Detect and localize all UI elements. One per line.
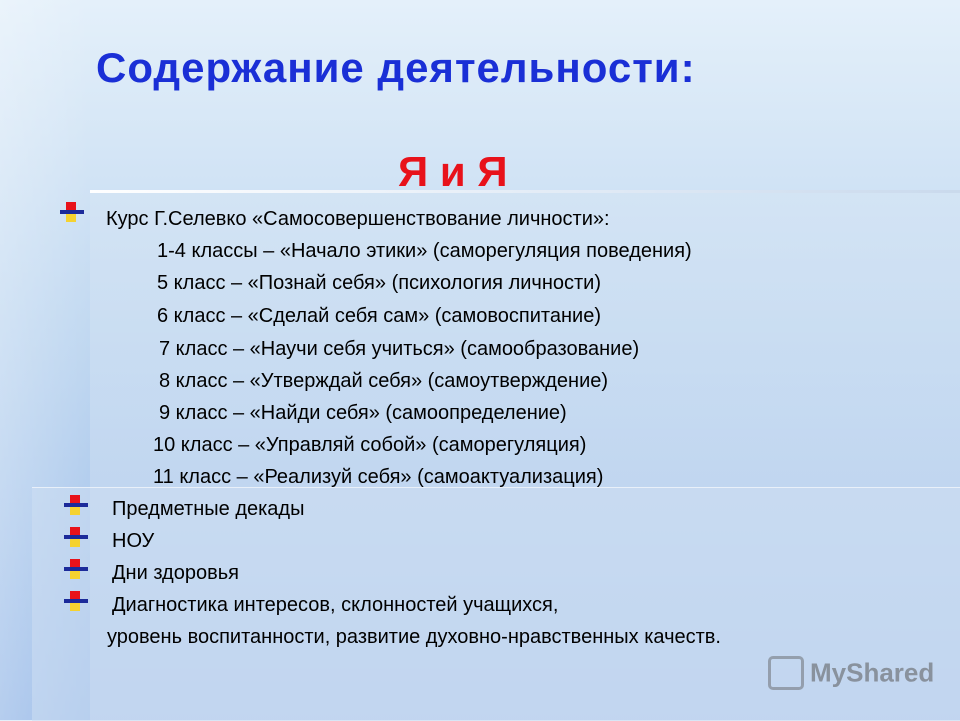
bullet-icon [62,557,90,581]
course-heading: Курс Г.Селевко «Самосовершенствование личности»: [106,208,610,230]
watermark-logo [768,656,934,690]
grade-line: 1-4 классы – «Начало этики» (саморегуляция поведения) [157,240,692,262]
list-item-continuation: уровень воспитанности, развитие духовно-нравственных качеств. [107,626,721,648]
bullet-icon [62,589,90,613]
list-item: Диагностика интересов, склонностей учащихся, [112,594,559,616]
slide-subtitle: Я и Я [398,148,508,195]
list-item: Дни здоровья [112,562,239,584]
grade-line: 6 класс – «Сделай себя сам» (самовоспитание) [157,305,601,327]
grade-line: 11 класс – «Реализуй себя» (самоактуализация) [153,466,604,488]
slide-title: Содержание деятельности: [96,44,696,91]
bullet-icon [62,493,90,517]
watermark-icon [768,656,804,690]
bullet-icon [62,525,90,549]
grade-line: 7 класс – «Научи себя учиться» (самообразование) [159,338,640,360]
title-rule [90,190,960,193]
grade-line: 10 класс – «Управляй собой» (саморегуляция) [153,434,587,456]
grade-line: 5 класс – «Познай себя» (психология личности) [157,272,601,294]
grade-line: 9 класс – «Найди себя» (самоопределение) [159,402,567,424]
list-item: Предметные декады [112,498,305,520]
list-item: НОУ [112,530,155,552]
watermark-text: MyShared [810,657,935,688]
grade-line: 8 класс – «Утверждай себя» (самоутверждение) [159,370,609,392]
bullet-icon [58,200,86,224]
